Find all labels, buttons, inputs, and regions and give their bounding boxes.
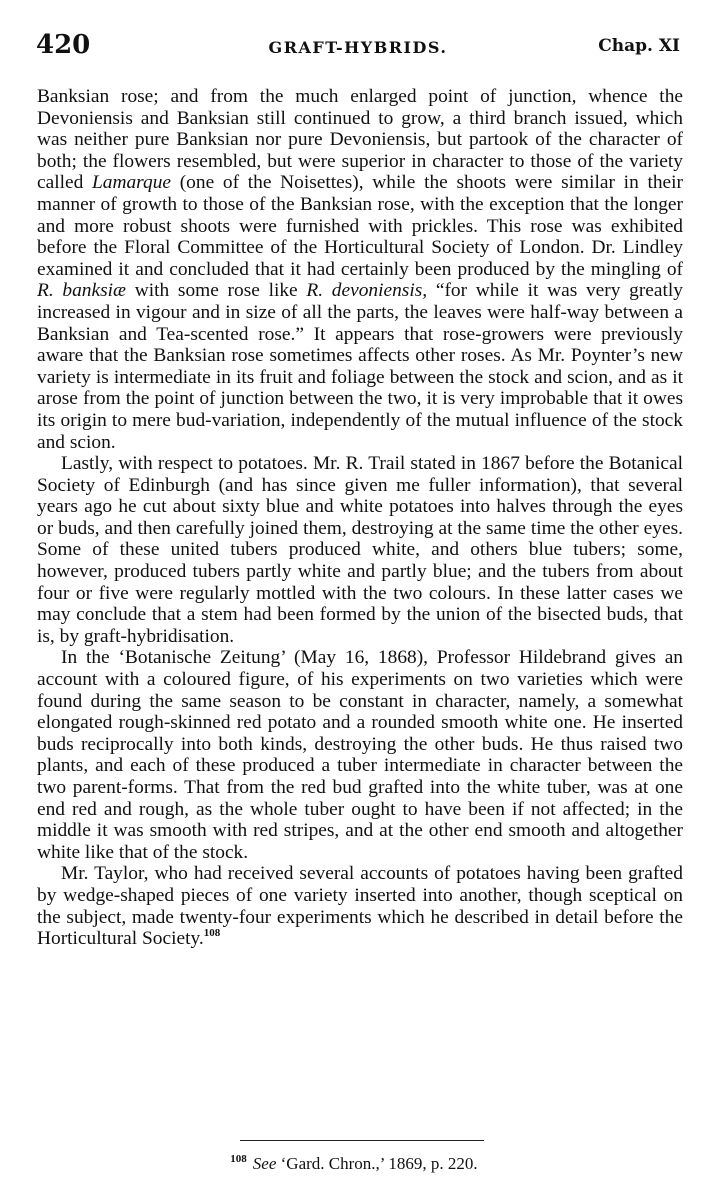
- footnote-reference: 108: [203, 927, 221, 940]
- footnote-text: ‘Gard. Chron.,’ 1869, p. 220.: [280, 1154, 478, 1173]
- italic-r-devoniensis: R. devoniensis,: [306, 280, 428, 302]
- footnote-see: See: [252, 1154, 277, 1173]
- footnote-marker: 108: [230, 1153, 247, 1165]
- chapter-label: Chap. XI: [598, 36, 680, 56]
- italic-lamarque: Lamarque: [92, 172, 172, 194]
- page-number: 420: [36, 30, 91, 60]
- footnote-rule: [240, 1140, 484, 1141]
- paragraph-rose-continuation: Banksian rose; and from the much enlarged point of junction, whence the Devoniensis and Banksian still continued to grow, a third branch issued, which was neither pure Banksian nor pure Devoniensis, but partook of the character of both; the flowers resembled, but were superior in character to those of the variety called Lamarque (one of the Noisettes), while the shoots were similar in their manner of growth to those of the Banksian rose, with the exception that the longer and more robust shoots were furnished with prickles. This rose was exhibited before the Floral Committee of the Horticultural Society of London. Dr. Lindley examined it and concluded that it had certainly been produced by the mingling of R. banksiæ with some rose like R. devoniensis, “for while it was very greatly increased in vigour and in size of all the parts, the leaves were half-way between a Banksian and Tea-scented rose.” It appears that rose-growers were previously aware that the Banksian rose sometimes affects other roses. As Mr. Poynter’s new variety is intermediate in its fruit and foliage between the stock and scion, and as it arose from the point of junction between the two, it is very improbable that it owes its origin to mere bud-variation, independently of the mutual influence of the stock and scion.: [37, 86, 683, 453]
- paragraph-potatoes-trail: Lastly, with respect to potatoes. Mr. R. Trail stated in 1867 before the Botanical Society of Edinburgh (and has since given me fuller information), that several years ago he cut about sixty blue and white potatoes into halves through the eyes or buds, and then carefully joined them, destroying at the same time the other eyes. Some of these united tubers produced white, and others blue tubers; some, however, produced tubers partly white and partly blue; and the tubers from about four or five were regularly mottled with the two colours. In these latter cases we may conclude that a stem had been formed by the union of the bisected buds, that is, by graft-hybridisation.: [37, 453, 683, 647]
- body-text: [37, 86, 683, 950]
- running-title: GRAFT-HYBRIDS.: [268, 38, 448, 57]
- running-header: [36, 30, 680, 66]
- paragraph-hildebrand: In the ‘Botanische Zeitung’ (May 16, 1868), Professor Hildebrand gives an account with a coloured figure, of his experiments on two varieties which were found during the same season to be constant in character, namely, a somewhat elongated rough-skinned red potato and a rounded smooth white one. He inserted buds reciprocally into both kinds, destroying the other buds. He thus raised two plants, and each of these produced a tuber intermediate in character between the two parent-forms. That from the red bud grafted into the white tuber, was at one end red and rough, as the whole tuber ought to have been if not affected; in the middle it was smooth with red stripes, and at the other end smooth and altogether white like that of the stock.: [37, 647, 683, 863]
- italic-r-banksiae: R. banksiæ: [37, 280, 126, 302]
- footnote: [0, 1153, 708, 1174]
- paragraph-taylor: Mr. Taylor, who had received several accounts of potatoes having been grafted by wedge-shaped pieces of one variety inserted into another, though sceptical on the subject, made twenty-four experiments which he described in detail before the Horticultural Society.$^{108}$: [37, 863, 683, 950]
